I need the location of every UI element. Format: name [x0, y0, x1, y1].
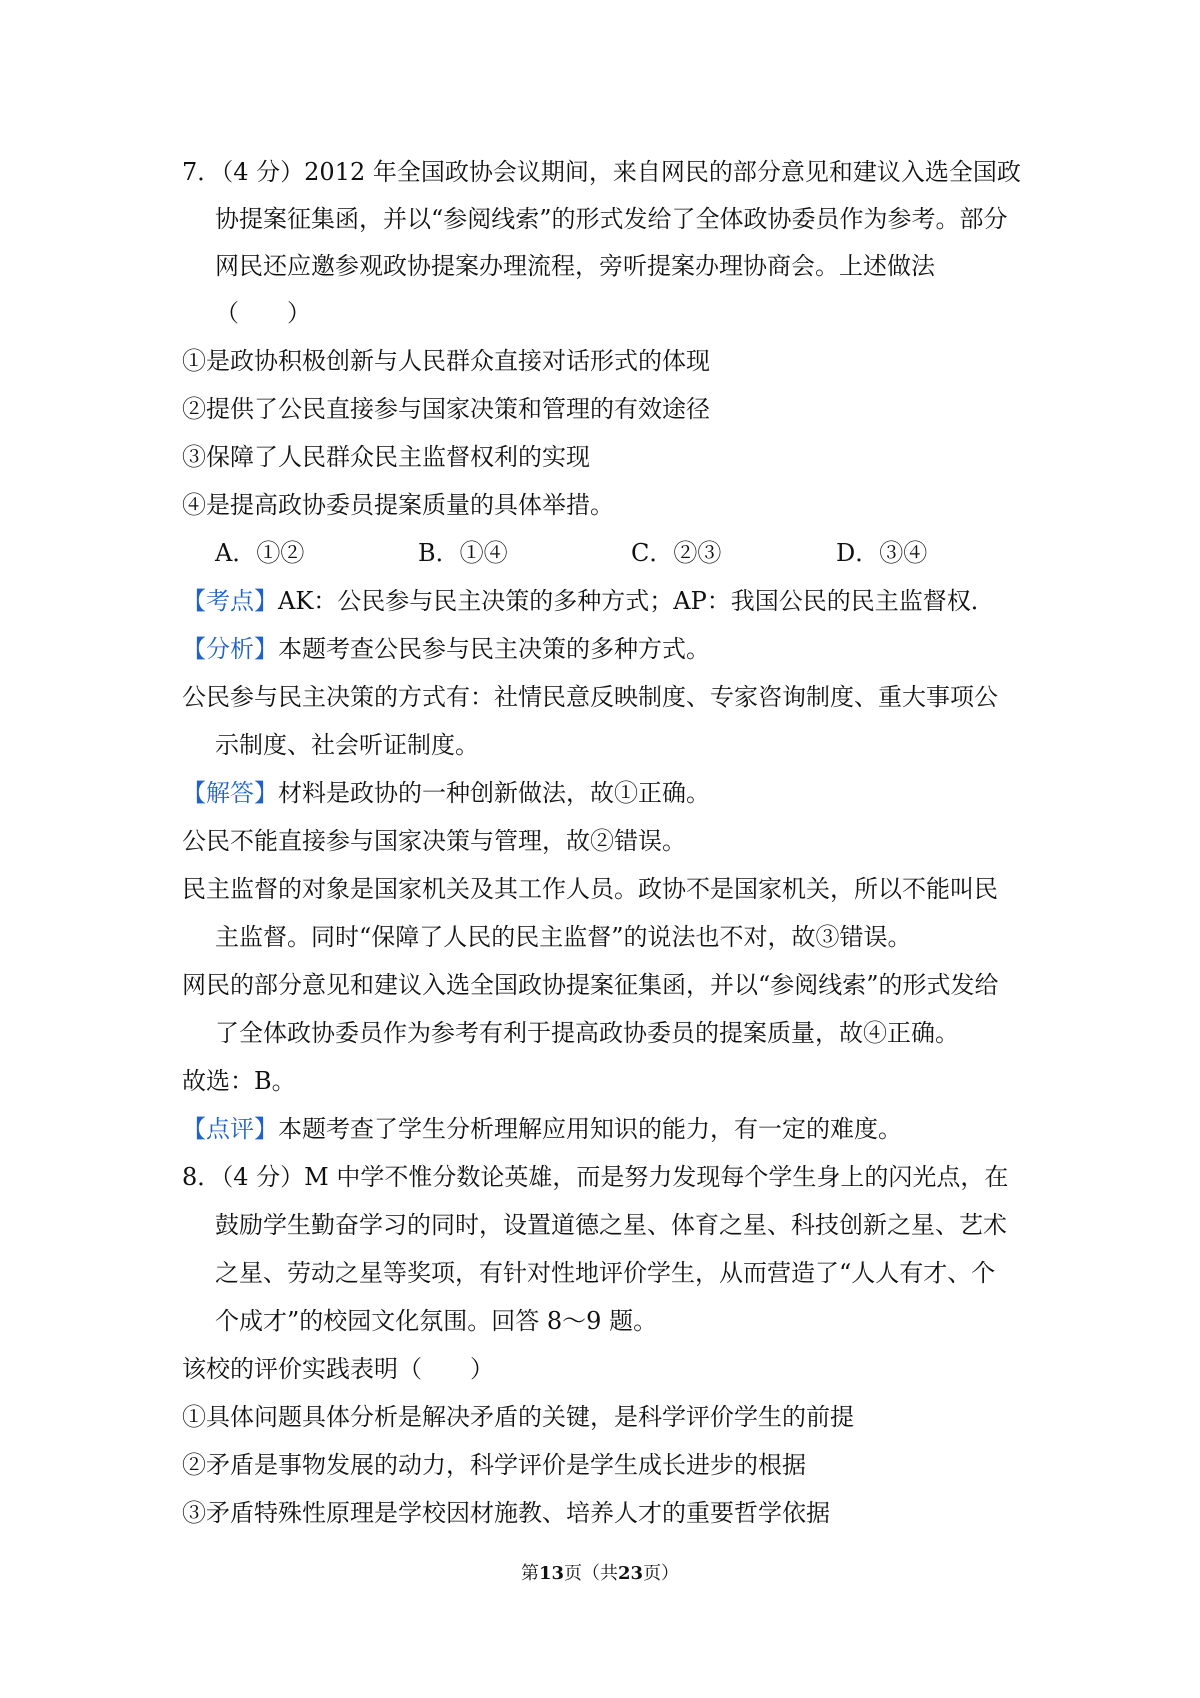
q7-stem-line-3: 网民还应邀参观政协提案办理流程，旁听提案办理协商会。上述做法 [215, 252, 935, 280]
page-footer [0, 1562, 1200, 1586]
q7-jieda-line [182, 777, 710, 809]
q7-item-2: ②提供了公民直接参与国家决策和管理的有效途径 [182, 395, 710, 423]
fenxi-text: 本题考查公民参与民主决策的多种方式。 [278, 635, 710, 663]
q7-option-d: D．③④ [836, 539, 928, 567]
footer-total-pages: 23 [618, 1563, 644, 1584]
q7-fenxi-more-1: 公民参与民主决策的方式有：社情民意反映制度、专家咨询制度、重大事项公 [182, 683, 998, 711]
kaodian-tag: 【考点】 [182, 587, 278, 615]
q8-item-1: ①具体问题具体分析是解决矛盾的关键，是科学评价学生的前提 [182, 1403, 854, 1431]
q8-stem-line-4: 个成才”的校园文化氛围。回答 8～9 题。 [215, 1307, 658, 1335]
dianping-text: 本题考查了学生分析理解应用知识的能力，有一定的难度。 [278, 1115, 902, 1143]
dianping-tag: 【点评】 [182, 1115, 278, 1143]
footer-page-number: 13 [538, 1563, 564, 1584]
q7-fenxi-more-2: 示制度、社会听证制度。 [215, 731, 479, 759]
q7-kaodian-line [182, 585, 995, 617]
q7-stem-line-2: 协提案征集函，并以“参阅线索”的形式发给了全体政协委员作为参考。部分 [215, 205, 1008, 233]
q7-jieda-more-1: 公民不能直接参与国家决策与管理，故②错误。 [182, 827, 686, 855]
q7-jieda-more-5: 了全体政协委员作为参考有利于提高政协委员的提案质量，故④正确。 [215, 1019, 959, 1047]
footer-prefix: 第 [520, 1563, 539, 1584]
q8-stem-line-3: 之星、劳动之星等奖项，有针对性地评价学生，从而营造了“人人有才、个 [215, 1259, 996, 1287]
q8-stem-line-2: 鼓励学生勤奋学习的同时，设置道德之星、体育之星、科技创新之星、艺术 [215, 1211, 1007, 1239]
q7-item-1: ①是政协积极创新与人民群众直接对话形式的体现 [182, 347, 710, 375]
q7-item-3: ③保障了人民群众民主监督权利的实现 [182, 443, 590, 471]
q8-question: 该校的评价实践表明（ ） [182, 1355, 494, 1383]
q7-dianping-line [182, 1113, 902, 1145]
q7-option-b: B．①④ [418, 539, 508, 567]
q7-stem-line-4: （ ） [215, 299, 311, 327]
q7-jieda-more-3: 主监督。同时“保障了人民的民主监督”的说法也不对，故③错误。 [215, 923, 912, 951]
q7-stem-line-1: 7．（4 分）2012 年全国政协会议期间，来自网民的部分意见和建议入选全国政 [182, 158, 1021, 186]
q7-jieda-more-2: 民主监督的对象是国家机关及其工作人员。政协不是国家机关，所以不能叫民 [182, 875, 998, 903]
q7-option-a: A．①② [215, 539, 305, 567]
q8-item-3: ③矛盾特殊性原理是学校因材施教、培养人才的重要哲学依据 [182, 1499, 830, 1527]
q8-item-2: ②矛盾是事物发展的动力，科学评价是学生成长进步的根据 [182, 1451, 806, 1479]
q7-item-4: ④是提高政协委员提案质量的具体举措。 [182, 491, 614, 519]
q7-fenxi-line [182, 633, 710, 665]
q7-answer-line: 故选：B。 [182, 1067, 296, 1095]
jieda-tag: 【解答】 [182, 779, 278, 807]
q7-jieda-more-4: 网民的部分意见和建议入选全国政协提案征集函，并以“参阅线索”的形式发给 [182, 971, 999, 999]
fenxi-tag: 【分析】 [182, 635, 278, 663]
q7-option-c: C．②③ [631, 539, 722, 567]
jieda-text: 材料是政协的一种创新做法，故①正确。 [278, 779, 710, 807]
kaodian-text: AK：公民参与民主决策的多种方式；AP：我国公民的民主监督权． [278, 587, 995, 615]
footer-suffix: 页） [643, 1563, 680, 1584]
q8-stem-line-1: 8．（4 分）M 中学不惟分数论英雄，而是努力发现每个学生身上的闪光点，在 [182, 1163, 1009, 1191]
footer-middle: 页（共 [564, 1563, 618, 1584]
